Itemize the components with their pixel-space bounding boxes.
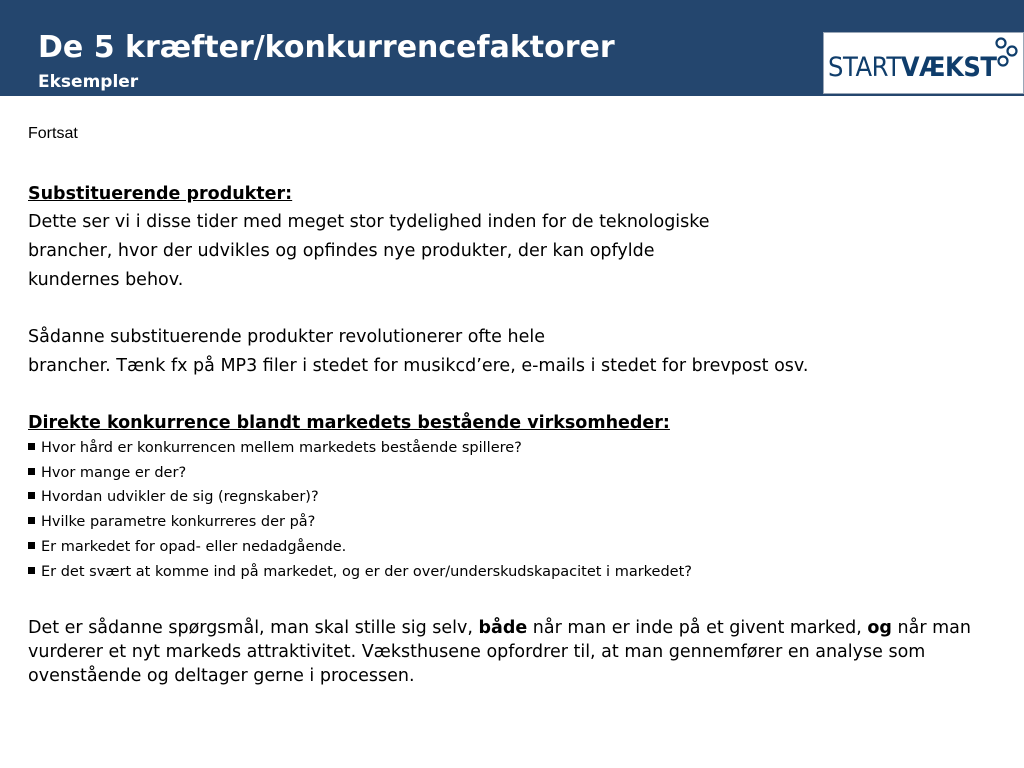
bullet-item [28, 512, 315, 532]
bullet-item [28, 438, 522, 458]
bullet-item [28, 463, 186, 483]
closing-bold-text: og [867, 618, 892, 638]
section-heading-substitutes: Substituerende produkter: [28, 184, 293, 204]
paragraph-line: kundernes behov. [28, 270, 184, 290]
closing-bold-text: både [478, 618, 528, 638]
continued-label: Fortsat [28, 125, 78, 142]
paragraph-line: Dette ser vi i disse tider med meget stor tydelighed inden for de teknologiske [28, 212, 710, 232]
closing-text: når man vurderer et nyt markeds attraktivitet. Væksthusene opfordrer til, at man gennemfører en analyse som ovenstående og deltager gerne i processen. [28, 618, 971, 686]
bullet-square-icon [28, 443, 35, 450]
bullet-text: Hvordan udvikler de sig (regnskaber)? [41, 489, 319, 505]
page-subtitle: Eksempler [38, 72, 139, 92]
paragraph-line: brancher, hvor der udvikles og opfindes nye produkter, der kan opfylde [28, 241, 655, 261]
page-title: De 5 kræfter/konkurrencefaktorer [38, 30, 615, 65]
bullet-square-icon [28, 567, 35, 574]
bullet-square-icon [28, 468, 35, 475]
bullet-square-icon [28, 517, 35, 524]
logo-circles-icon [992, 35, 1022, 71]
bullet-square-icon [28, 492, 35, 499]
bullet-item [28, 487, 319, 507]
startvaekst-logo [823, 32, 1024, 94]
section-heading-direct-competition: Direkte konkurrence blandt markedets bestående virksomheder: [28, 413, 670, 433]
paragraph-line: brancher. Tænk fx på MP3 filer i stedet for musikcd’ere, e-mails i stedet for brevpost osv. [28, 356, 809, 376]
bullet-text: Hvilke parametre konkurreres der på? [41, 514, 316, 530]
closing-text: når man er inde på et givent marked, [527, 618, 868, 638]
logo-text-vaekst: VÆKST [900, 52, 997, 83]
header-banner [0, 0, 1024, 96]
bullet-text: Hvor mange er der? [41, 465, 187, 481]
bullet-text: Hvor hård er konkurrencen mellem markedets bestående spillere? [41, 440, 522, 456]
closing-paragraph [28, 616, 998, 688]
bullet-item [28, 537, 346, 557]
bullet-square-icon [28, 542, 35, 549]
bullet-text: Er det svært at komme ind på markedet, og er der over/underskudskapacitet i markedet? [41, 564, 692, 580]
bullet-text: Er markedet for opad- eller nedadgående. [41, 539, 347, 555]
closing-text: Det er sådanne spørgsmål, man skal stille sig selv, [28, 618, 479, 638]
bullet-item [28, 562, 692, 582]
logo-text [828, 53, 997, 83]
logo-text-start: START [828, 52, 901, 83]
paragraph-line: Sådanne substituerende produkter revolutionerer ofte hele [28, 327, 545, 347]
